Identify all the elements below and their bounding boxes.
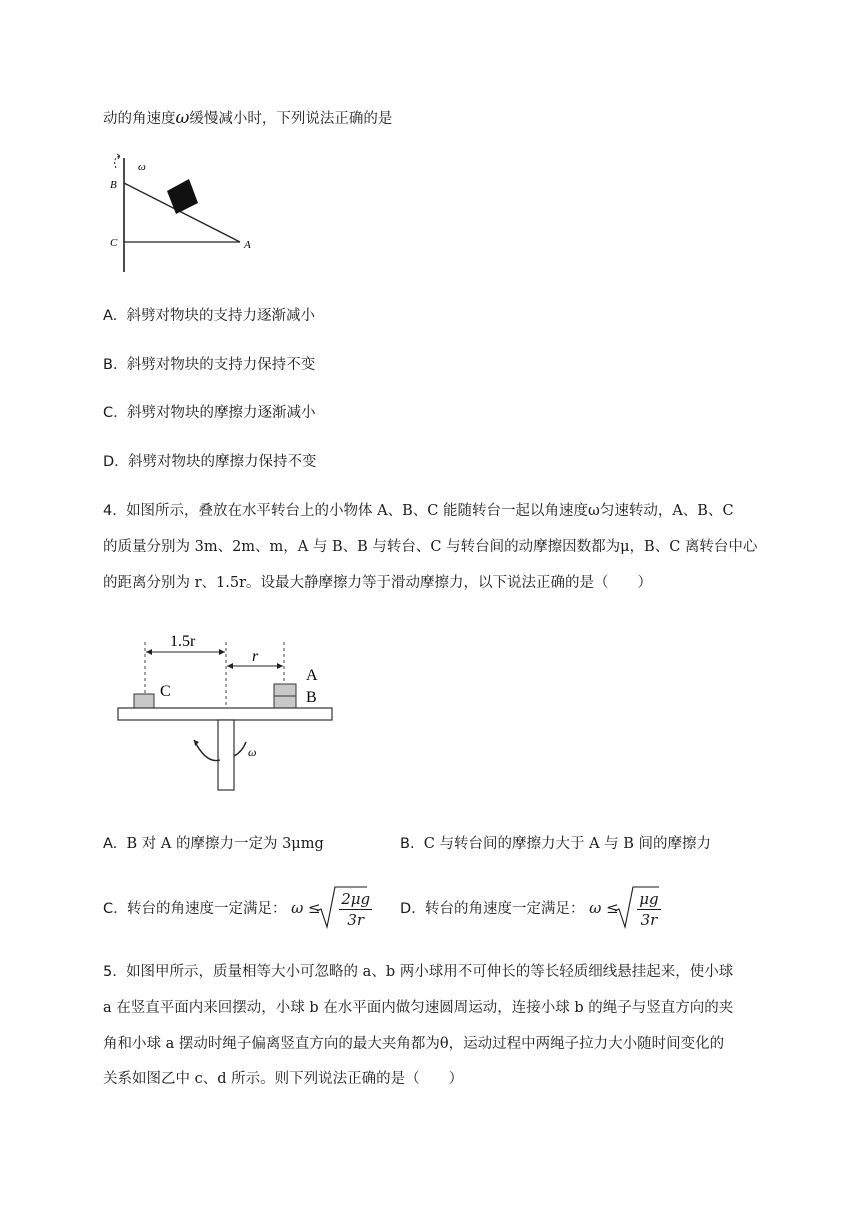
q3-option-d[interactable] xyxy=(103,452,317,472)
option-text: 斜劈对物块的摩擦力逐渐减小 xyxy=(126,405,316,421)
block-on-incline xyxy=(167,179,198,214)
option-key: B. xyxy=(103,357,118,373)
option-key: C. xyxy=(103,901,118,917)
block-a xyxy=(274,684,296,696)
fraction-denominator: 3r xyxy=(640,910,658,929)
q4-number: 4. xyxy=(103,503,117,519)
q3-option-c[interactable] xyxy=(103,403,315,423)
q5-line1-text: 如图甲所示，质量相等大小可忽略的 a、b 两小球用不可伸长的等长轻质细线悬挂起来，使小球 xyxy=(126,964,734,980)
q5-stem-line-4: 关系如图乙中 c、d 所示。则下列说法正确的是（ ） xyxy=(103,1071,464,1087)
option-text: 转台的角速度一定满足： xyxy=(126,901,287,917)
fraction-numerator: μg xyxy=(639,889,659,908)
label-c: C xyxy=(110,237,118,249)
option-text: C 与转台间的摩擦力大于 A 与 B 间的摩擦力 xyxy=(423,836,712,852)
turntable-figure xyxy=(110,628,350,798)
option-text: B 对 A 的摩擦力一定为 3μmg xyxy=(126,836,324,852)
sqrt-sign xyxy=(315,885,369,931)
option-key: A. xyxy=(103,836,118,852)
q4-stem-line-2: 的质量分别为 3m、2m、m，A 与 B、B 与转台、C 与转台间的动摩擦因数都为μ，B、C 离转台中心 xyxy=(103,539,758,555)
turntable-shaft xyxy=(218,720,234,790)
option-key: C. xyxy=(103,405,118,421)
option-key: D. xyxy=(103,454,119,470)
dim-label-15r xyxy=(170,633,196,650)
q3-stem-pre: 动的角速度 xyxy=(103,111,176,127)
turntable-plate xyxy=(118,708,332,720)
q4-option-b[interactable] xyxy=(400,834,711,854)
q4-option-a[interactable] xyxy=(103,834,324,854)
q4-stem-line-1 xyxy=(103,501,734,521)
q5-stem-line-2: a 在竖直平面内来回摆动，小球 b 在水平面内做匀速圆周运动，连接小球 b 的绳子与竖直方向的夹 xyxy=(103,1000,734,1016)
option-key: D. xyxy=(400,901,416,917)
q4-line1-text: 如图所示，叠放在水平转台上的小物体 A、B、C 能随转台一起以角速度ω匀速转动，A、B、C xyxy=(126,503,734,519)
block-b xyxy=(274,696,296,708)
q5-stem-line-3: 角和小球 a 摆动时绳子偏离竖直方向的最大夹角都为θ，运动过程中两绳子拉力大小随时间变化的 xyxy=(103,1036,725,1052)
label-b: B xyxy=(306,689,317,706)
rotation-arrow-right xyxy=(234,742,246,756)
incline-figure xyxy=(100,150,270,275)
fraction-denominator: 3r xyxy=(347,910,365,929)
q3-option-b[interactable] xyxy=(103,355,315,375)
label-a: A xyxy=(244,239,251,251)
sqrt-expression xyxy=(329,887,372,931)
fraction-numerator: 2μg xyxy=(341,889,371,908)
math-lhs: ω ≤ xyxy=(589,899,619,917)
option-key: B. xyxy=(400,836,415,852)
q3-stem-tail xyxy=(103,108,392,129)
sqrt-expression xyxy=(627,887,660,931)
omega-label: ω xyxy=(248,745,257,759)
label-c: C xyxy=(160,683,171,700)
q5-stem-line-1 xyxy=(103,962,733,982)
block-c xyxy=(134,694,154,708)
label-b: B xyxy=(110,179,117,191)
sqrt-sign xyxy=(613,885,661,931)
q3-option-a[interactable] xyxy=(103,306,315,326)
q4-option-c[interactable] xyxy=(103,886,372,931)
q4-stem-line-3: 的距离分别为 r、1.5r。设最大静摩擦力等于滑动摩擦力，以下说法正确的是（ ） xyxy=(103,575,653,591)
option-text: 斜劈对物块的支持力保持不变 xyxy=(126,357,316,373)
option-text: 斜劈对物块的支持力逐渐减小 xyxy=(126,308,315,324)
option-key: A. xyxy=(103,308,118,324)
q5-number: 5. xyxy=(103,964,117,980)
label-a: A xyxy=(306,667,318,684)
q3-stem-post: 缓慢减小时，下列说法正确的是 xyxy=(189,111,393,127)
omega-symbol: ω xyxy=(175,108,190,128)
q4-option-d[interactable] xyxy=(400,886,661,931)
math-lhs: ω ≤ xyxy=(291,899,321,917)
option-text: 转台的角速度一定满足： xyxy=(425,901,585,917)
option-text: 斜劈对物块的摩擦力保持不变 xyxy=(128,454,317,470)
dim-r-text: r xyxy=(252,648,259,665)
omega-label: ω xyxy=(138,161,146,173)
dim-15r-text: 1.5r xyxy=(170,633,196,650)
